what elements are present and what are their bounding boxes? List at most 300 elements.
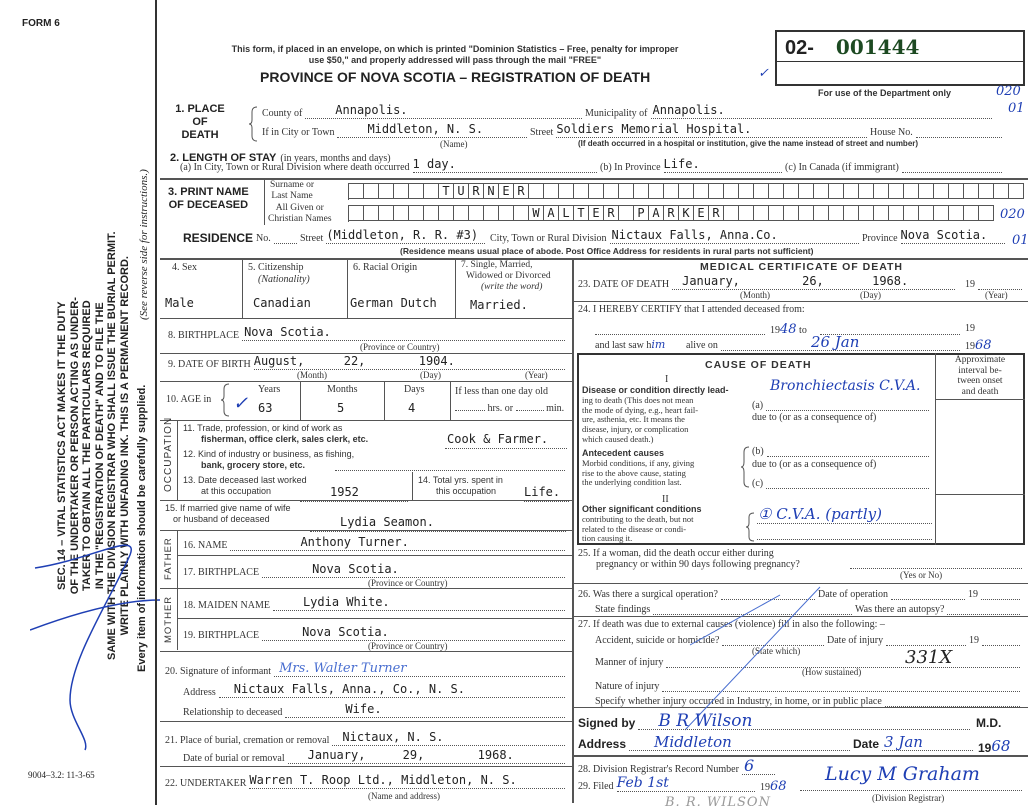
column-divider — [572, 258, 574, 803]
label-line: 12. Kind of industry or business, as fishing, — [183, 449, 355, 459]
age-months-value[interactable]: 5 — [337, 401, 345, 415]
letter-box[interactable] — [979, 183, 994, 199]
letter-box[interactable]: L — [559, 205, 574, 221]
label: 18. MAIDEN NAME — [183, 600, 270, 611]
label-line: this occupation — [436, 486, 497, 496]
label-line: OF — [192, 116, 208, 128]
value: Nova Scotia. — [302, 625, 389, 639]
day-note: (Day) — [420, 370, 441, 380]
value: 68 — [991, 737, 1011, 755]
burial-place-field[interactable] — [165, 730, 568, 746]
label: Was there an autopsy? — [855, 604, 945, 615]
label: 20. Signature of informant — [165, 666, 272, 677]
due-to-label: due to (or as a consequence of) — [752, 459, 877, 470]
physician-name-stamp: B. R. WILSON — [665, 795, 771, 810]
label: Street — [530, 127, 554, 138]
due-to-label: due to (or as a consequence of) — [752, 412, 877, 423]
letter-box[interactable] — [859, 205, 874, 221]
relationship-field[interactable] — [183, 702, 568, 718]
letter-box[interactable] — [934, 205, 949, 221]
divider — [160, 766, 572, 767]
label: Manner of injury — [595, 657, 664, 668]
racial-origin-value[interactable]: German Dutch — [350, 296, 437, 310]
letter-box[interactable] — [499, 205, 514, 221]
state-which-note: (State which) — [752, 646, 801, 656]
label: County of — [262, 108, 303, 119]
letter-box[interactable] — [529, 183, 544, 199]
father-side-label: FATHER — [163, 537, 174, 580]
dept-only-note: For use of the Department only — [818, 88, 952, 98]
letter-box[interactable] — [799, 183, 814, 199]
value: Nova Scotia. — [900, 228, 988, 242]
divider — [384, 381, 385, 420]
letter-box[interactable]: P — [634, 205, 649, 221]
occupation-side-label: OCCUPATION — [163, 416, 174, 492]
attended-from-year[interactable] — [770, 322, 807, 337]
hours-minutes-field[interactable] — [455, 403, 564, 414]
letter-box[interactable] — [394, 205, 409, 221]
label-line: 13. Date deceased last worked — [183, 475, 307, 485]
pregnancy-field[interactable] — [850, 559, 1022, 569]
divider — [160, 353, 572, 354]
month-note: (Month) — [740, 290, 770, 300]
letter-box[interactable]: W — [529, 205, 544, 221]
letter-box[interactable] — [364, 205, 379, 221]
marital-status-label — [461, 260, 551, 293]
brace — [745, 512, 755, 542]
divider — [455, 258, 456, 318]
informant-signature-field[interactable] — [165, 661, 568, 677]
marital-status-value[interactable]: Married. — [470, 298, 528, 312]
burial-date-field[interactable] — [183, 748, 568, 764]
county-field[interactable] — [262, 103, 585, 119]
label: alive on — [686, 340, 718, 351]
filed-year[interactable] — [760, 779, 787, 794]
industry-field[interactable] — [335, 461, 565, 471]
label-line: at this occupation — [201, 486, 272, 496]
letter-box[interactable] — [379, 205, 394, 221]
residence-label: RESIDENCE — [183, 231, 254, 245]
letter-box[interactable] — [769, 205, 784, 221]
attended-from-field[interactable] — [595, 325, 765, 335]
letter-box[interactable] — [409, 183, 424, 199]
letter-box[interactable]: E — [589, 205, 604, 221]
municipality-field[interactable] — [585, 103, 995, 119]
label: (c) — [752, 478, 764, 489]
letter-box[interactable] — [709, 183, 724, 199]
letter-box[interactable] — [874, 183, 889, 199]
alive-on-year[interactable] — [965, 338, 992, 353]
registrar-signature-field[interactable] — [800, 790, 1022, 791]
letter-box[interactable] — [979, 205, 994, 221]
sex-value[interactable]: Male — [165, 296, 194, 310]
form-number: FORM 6 — [22, 18, 60, 29]
label: Relationship to deceased — [183, 707, 283, 718]
letter-box[interactable] — [559, 183, 574, 199]
letter-box[interactable] — [634, 183, 649, 199]
trade-label — [183, 423, 368, 445]
divider — [574, 301, 1028, 302]
label: State findings — [595, 604, 651, 615]
label-line: 11. Trade, profession, or kind of work as — [183, 423, 343, 433]
mother-side-label: MOTHER — [163, 595, 174, 643]
divider — [160, 258, 1028, 260]
street-field[interactable] — [530, 122, 870, 138]
operation-year-field[interactable] — [968, 587, 1023, 600]
letter-box[interactable] — [724, 205, 739, 221]
letter-box[interactable] — [439, 205, 454, 221]
letter-box[interactable] — [484, 205, 499, 221]
antecedent-label — [582, 449, 694, 488]
letter-box[interactable] — [964, 205, 979, 221]
letter-box[interactable] — [649, 183, 664, 199]
letter-box[interactable] — [739, 205, 754, 221]
label: Street — [300, 233, 324, 244]
label-line: pregnancy or within 90 days following pregnancy? — [596, 559, 800, 570]
informant-address-field[interactable] — [183, 682, 568, 698]
notice-line: SAME WITH THE DIVISION REGISTRAR WHO SHALL ISSUE THE BURIAL PERMIT. — [106, 231, 118, 660]
letter-box[interactable]: K — [679, 205, 694, 221]
label: 19 — [965, 341, 975, 352]
alive-on-field[interactable] — [686, 333, 963, 351]
label: If in City or Town — [262, 127, 335, 138]
label: Date of operation — [818, 589, 888, 600]
letter-box[interactable]: R — [469, 183, 484, 199]
label-line: (Nationality) — [258, 274, 310, 285]
label: 17. BIRTHPLACE — [183, 567, 260, 578]
nineteen-label: 19 — [965, 323, 975, 334]
house-no-field[interactable] — [870, 125, 1005, 138]
physician-date-field[interactable] — [853, 733, 976, 751]
label: Province — [862, 233, 898, 244]
check-mark: ✓ — [758, 66, 769, 81]
value: Life. — [663, 157, 700, 171]
divider — [160, 318, 572, 319]
label-line: 25. If a woman, did the death occur either during — [578, 548, 774, 559]
letter-box[interactable]: R — [709, 205, 724, 221]
letter-box[interactable] — [664, 183, 679, 199]
signed-by-field[interactable] — [578, 711, 973, 731]
label: 2. LENGTH OF STAY — [170, 152, 277, 164]
letter-box[interactable] — [949, 183, 964, 199]
residence-street-field[interactable] — [300, 228, 488, 244]
letter-box[interactable] — [424, 183, 439, 199]
divider — [160, 420, 572, 421]
letter-box[interactable] — [964, 183, 979, 199]
last-saw-field[interactable] — [595, 338, 685, 351]
label: (a) — [752, 400, 764, 411]
city-field[interactable] — [262, 122, 530, 138]
trade-field[interactable] — [445, 430, 567, 449]
notice-line: This form, if placed in an envelope, on which is printed "Dominion Statistics – Free, penalty for improper — [231, 44, 679, 54]
label-line: tween onset — [957, 376, 1003, 386]
letter-box[interactable] — [904, 205, 919, 221]
letter-box[interactable]: R — [604, 205, 619, 221]
check-mark: ✓ — [233, 393, 249, 414]
letter-box[interactable] — [364, 183, 379, 199]
birthplace-field[interactable] — [168, 325, 568, 341]
letter-box[interactable] — [604, 183, 619, 199]
letter-box[interactable] — [859, 183, 874, 199]
cause-c-field[interactable] — [752, 476, 932, 489]
label-line: 1. PLACE — [175, 103, 225, 115]
letter-box[interactable]: R — [664, 205, 679, 221]
letter-box[interactable] — [784, 205, 799, 221]
divider — [177, 530, 178, 650]
form-title: PROVINCE OF NOVA SCOTIA – REGISTRATION OF DEATH — [260, 69, 651, 85]
residence-city-field[interactable] — [490, 228, 862, 244]
label: 22. UNDERTAKER — [165, 778, 247, 789]
letter-box[interactable] — [769, 183, 784, 199]
date-of-birth-field[interactable] — [168, 354, 568, 370]
letter-box[interactable]: T — [439, 183, 454, 199]
divider — [160, 721, 572, 722]
letter-box[interactable]: T — [574, 205, 589, 221]
value: 48 — [780, 322, 797, 337]
label: 21. Place of burial, cremation or removal — [165, 735, 330, 746]
division-registrar-note: (Division Registrar) — [872, 793, 945, 803]
label-line: Christian Names — [268, 214, 332, 224]
letter-box[interactable] — [829, 205, 844, 221]
label: 19 — [770, 325, 780, 336]
letter-box[interactable] — [829, 183, 844, 199]
registration-number — [777, 32, 1023, 62]
autopsy-field[interactable] — [855, 602, 1023, 615]
month-value: August, — [253, 354, 305, 368]
label-line: the underlying condition last. — [582, 477, 682, 488]
letter-box[interactable] — [679, 183, 694, 199]
letter-box[interactable] — [754, 205, 769, 221]
physician-address-field[interactable] — [578, 733, 853, 751]
print-name-label — [168, 186, 249, 212]
letter-box[interactable] — [724, 183, 739, 199]
father-birthplace-field[interactable] — [183, 562, 568, 578]
label: Nature of injury — [595, 681, 660, 692]
value: Middleton, N. S. — [367, 122, 484, 136]
letter-box[interactable] — [574, 183, 589, 199]
age-years-value[interactable]: 63 — [258, 401, 273, 415]
letter-box[interactable] — [589, 183, 604, 199]
filed-date-field[interactable] — [578, 775, 758, 792]
letter-box[interactable] — [379, 183, 394, 199]
pregnancy-label — [578, 548, 800, 570]
day-value: 29, — [402, 748, 425, 762]
letter-box[interactable] — [454, 205, 469, 221]
divider — [935, 353, 936, 545]
letter-box[interactable] — [694, 183, 709, 199]
brace — [220, 383, 230, 417]
label-line: Surname or — [270, 180, 315, 190]
divider — [160, 530, 572, 531]
letter-box[interactable] — [814, 183, 829, 199]
letter-box[interactable] — [949, 205, 964, 221]
letter-box[interactable] — [469, 205, 484, 221]
letter-box[interactable] — [619, 183, 634, 199]
mother-maiden-name-field[interactable] — [183, 595, 568, 611]
value: Lydia White. — [302, 595, 390, 609]
sex-label: 4. Sex — [172, 262, 197, 273]
letter-box[interactable] — [409, 205, 424, 221]
label: and last saw h — [595, 340, 652, 351]
letter-box[interactable]: R — [514, 183, 529, 199]
surname-boxes[interactable] — [348, 183, 1023, 200]
days-label: Days — [404, 384, 425, 395]
month-value: January, — [307, 748, 366, 762]
label-line: Disease or condition directly lead- — [582, 385, 729, 395]
birthplace-note: (Province or Country) — [360, 342, 440, 352]
label: Municipality of — [585, 108, 648, 119]
date-of-death-field[interactable] — [578, 274, 958, 290]
undertaker-field[interactable] — [165, 773, 568, 789]
letter-box[interactable] — [424, 205, 439, 221]
birthplace-note: (Province or Country) — [368, 578, 448, 588]
signature: Mrs. Walter Turner — [279, 661, 407, 676]
signature: B R Wilson — [658, 711, 753, 731]
label-line: All Given or — [275, 203, 324, 213]
letter-box[interactable] — [739, 183, 754, 199]
letter-box[interactable] — [394, 183, 409, 199]
brace — [740, 446, 750, 488]
father-name-field[interactable] — [183, 535, 568, 551]
label: 19 — [965, 279, 975, 290]
date-of-death-extra[interactable] — [965, 277, 1025, 290]
value: Cook & Farmer. — [447, 432, 549, 446]
value: 1 day. — [412, 157, 456, 171]
total-years-label — [418, 475, 503, 497]
divider — [412, 472, 413, 500]
racial-origin-label: 6. Racial Origin — [353, 262, 418, 273]
notice-line: WRITE PLAINLY WITH UNFADING INK. THIS IS A PERMANENT RECORD. — [118, 256, 131, 636]
divider — [160, 651, 572, 652]
letter-box[interactable] — [889, 205, 904, 221]
cause-a-value[interactable]: Bronchiectasis C.V.A. — [770, 378, 921, 394]
divider — [574, 755, 1028, 757]
letter-box[interactable] — [919, 205, 934, 221]
footer-code: 9004–3.2: 11-3-65 — [28, 770, 95, 780]
letter-box[interactable] — [784, 183, 799, 199]
last-worked-label — [183, 475, 307, 497]
years-label: Years — [258, 384, 281, 395]
residence-no-field[interactable] — [256, 231, 300, 244]
record-number-field[interactable] — [578, 756, 778, 775]
letter-box[interactable] — [514, 205, 529, 221]
value: Nictaux Falls, Anna.Co. — [611, 228, 778, 242]
label-line: Antecedent causes — [582, 448, 665, 458]
other-conditions-line[interactable] — [757, 538, 932, 540]
hrs-label: hrs. or — [487, 403, 514, 414]
label: Date of burial or removal — [183, 753, 285, 764]
year-value: 1968. — [477, 748, 514, 762]
letter-box[interactable]: A — [544, 205, 559, 221]
letter-box[interactable] — [919, 183, 934, 199]
letter-box[interactable] — [349, 205, 364, 221]
label-line: interval be- — [958, 365, 1002, 376]
mother-birthplace-field[interactable] — [183, 625, 568, 641]
year-value: 1968. — [872, 274, 909, 288]
cause-a-field[interactable] — [752, 398, 932, 411]
stay-province-field[interactable] — [600, 157, 785, 173]
handwritten-mark-icon — [30, 360, 165, 780]
label: Specify whether injury occurred in Industry, in home, or in public place — [595, 696, 882, 707]
value: 68 — [975, 338, 992, 353]
letter-box[interactable] — [544, 183, 559, 199]
value: Anthony Turner. — [300, 535, 409, 549]
month-value: January, — [682, 274, 740, 288]
injury-date-field[interactable] — [827, 633, 969, 646]
physician-year-field[interactable] — [978, 737, 1026, 755]
year-note: (Year) — [985, 290, 1008, 300]
months-label: Months — [327, 384, 358, 395]
code-annotation: 331X — [905, 647, 953, 668]
label: 19 — [968, 589, 978, 600]
injury-year-field[interactable] — [969, 633, 1023, 646]
letter-box[interactable] — [844, 205, 859, 221]
label: Address — [578, 737, 627, 751]
label-line: Widowed or Divorced — [466, 271, 551, 281]
age-days-value[interactable]: 4 — [408, 401, 416, 415]
label: Accident, suicide or homicide? — [595, 635, 720, 646]
letter-box[interactable]: N — [484, 183, 499, 199]
undertaker-note: (Name and address) — [368, 791, 440, 801]
year-note: (Year) — [525, 370, 548, 380]
value: Middleton — [654, 733, 732, 751]
divider — [242, 258, 243, 318]
label: 8. BIRTHPLACE — [168, 330, 240, 341]
letter-box[interactable] — [889, 183, 904, 199]
letter-box[interactable] — [844, 183, 859, 199]
stay-canada-field[interactable] — [785, 160, 1005, 173]
how-sustained-note: (How sustained) — [802, 667, 862, 677]
letter-box[interactable] — [904, 183, 919, 199]
label-line: 5. Citizenship — [248, 262, 304, 273]
letter-box[interactable]: A — [649, 205, 664, 221]
other-conditions-value[interactable]: ① C.V.A. (partly) — [758, 505, 882, 523]
letter-box[interactable]: E — [499, 183, 514, 199]
birthplace-note: (Province or Country) — [368, 641, 448, 651]
divider — [347, 258, 348, 318]
divider — [160, 588, 572, 589]
cause-b-field[interactable] — [752, 444, 932, 457]
given-names-boxes[interactable] — [348, 205, 993, 222]
age-label: 10. AGE in — [166, 394, 212, 405]
registrar-signature: Lucy M Graham — [825, 763, 980, 785]
less-than-day-label: If less than one day old — [455, 386, 549, 397]
letter-box[interactable] — [934, 183, 949, 199]
letter-box[interactable] — [619, 205, 634, 221]
letter-box[interactable] — [754, 183, 769, 199]
letter-box[interactable] — [814, 205, 829, 221]
label-line: Morbid conditions, if any, giving — [582, 457, 695, 468]
label: House No. — [870, 127, 913, 138]
letter-box[interactable] — [799, 205, 814, 221]
citizenship-value[interactable]: Canadian — [253, 296, 311, 310]
letter-box[interactable] — [994, 183, 1009, 199]
letter-box[interactable]: U — [454, 183, 469, 199]
letter-box[interactable]: E — [694, 205, 709, 221]
operation-date-field[interactable] — [818, 587, 968, 600]
letter-box[interactable] — [349, 183, 364, 199]
residence-province-field[interactable] — [862, 228, 1008, 244]
citizenship-label — [248, 262, 310, 286]
day-value: 22, — [343, 354, 366, 368]
industry-label — [183, 449, 354, 471]
label: 19. BIRTHPLACE — [183, 630, 260, 641]
value: (Middleton, R. R. #3) — [326, 228, 479, 242]
letter-box[interactable] — [1009, 183, 1024, 199]
name-note: (Name) — [440, 139, 468, 149]
label-line: 7. Single, Married, — [461, 260, 533, 270]
letter-box[interactable] — [874, 205, 889, 221]
